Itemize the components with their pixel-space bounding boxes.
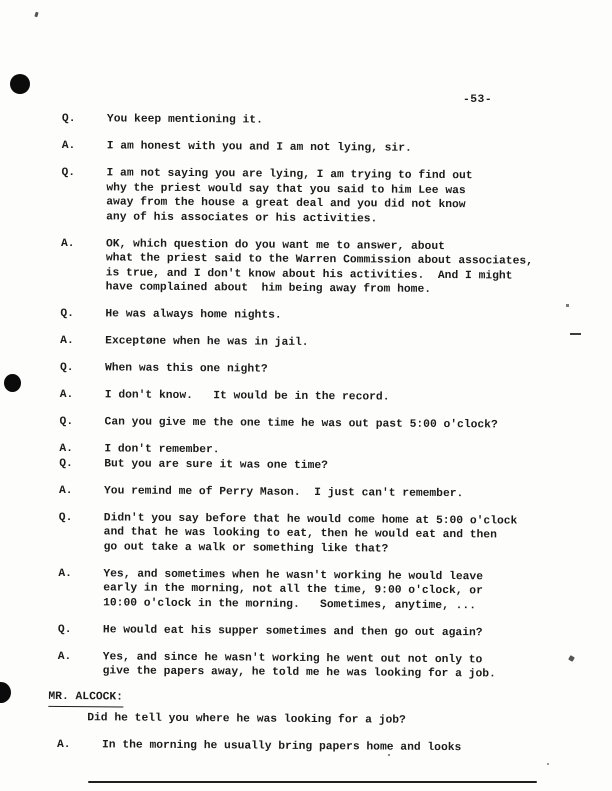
transcript-line: Exceptøne when he was in jail. <box>105 335 309 349</box>
speaker-label: Q. <box>61 112 76 126</box>
transcript-entry <box>60 388 600 407</box>
transcript-entry <box>61 236 601 298</box>
transcript-row <box>59 483 599 502</box>
transcript-line: I am not saying you are lying, I am trying to find out <box>106 167 473 183</box>
transcript-entry <box>48 690 597 730</box>
speaker-label: A. <box>56 738 71 752</box>
speaker-label: A. <box>61 139 76 153</box>
transcript-line: is true, and I don't know about his activities. And I might <box>105 266 513 283</box>
speaker-label <box>61 251 106 266</box>
speaker-label: Q. <box>57 623 72 636</box>
scan-speck <box>34 12 38 18</box>
transcript-line: Yes, and since he wasn't working he went out not only to <box>102 650 483 666</box>
transcript-entry <box>60 415 600 434</box>
transcript-line: and that he was looking to eat, then he would eat and then <box>103 526 497 542</box>
transcript-line: Did he tell you where he was looking for a job? <box>87 712 406 727</box>
transcript-row <box>60 361 600 380</box>
speaker-label <box>57 711 87 726</box>
transcript-line: You keep mentioning it. <box>106 113 263 127</box>
speaker-label: Q. <box>58 511 73 524</box>
transcript-row <box>59 456 599 475</box>
hole-punch-mark <box>0 682 11 703</box>
speaker-label <box>59 539 104 554</box>
scan-edge-line <box>88 781 537 783</box>
transcript-body <box>48 112 602 757</box>
speaker-label: Q. <box>59 457 73 470</box>
speaker-label <box>61 195 106 210</box>
page-number: -53- <box>463 94 493 106</box>
transcript-line: I don't remember. <box>104 443 220 457</box>
speaker-heading: MR. ALCOCK: <box>48 691 123 707</box>
transcript-row <box>60 388 600 407</box>
transcript-line: go out take a walk or something like that? <box>103 540 389 556</box>
transcript-entry <box>58 566 598 614</box>
transcript-line: You remind me of Perry Mason. I just can't remember. <box>103 484 464 500</box>
speaker-label <box>61 265 106 280</box>
transcript-row <box>60 307 600 326</box>
transcript-line: have complained about him being away from home. <box>105 281 432 296</box>
transcript-entry <box>58 649 598 682</box>
transcript-row <box>61 280 601 299</box>
transcript-entry <box>59 442 599 475</box>
speaker-label: A. <box>57 650 72 663</box>
transcript-line: give the papers away, he told me he was looking for a job. <box>102 665 496 681</box>
transcript-entry <box>60 361 600 380</box>
transcript-entry <box>62 139 602 158</box>
transcript-line: He would eat his supper sometimes and then go out again? <box>102 623 483 639</box>
speaker-label <box>58 581 103 596</box>
speaker-label: A. <box>58 567 72 580</box>
transcript-entry <box>61 166 601 228</box>
transcript-entry <box>62 112 602 131</box>
speaker-label: Q. <box>59 415 74 429</box>
transcript-row <box>62 112 602 131</box>
transcript-line: But you are sure it was one time? <box>104 457 328 472</box>
speaker-label: Q. <box>60 307 75 321</box>
transcript-entry <box>57 738 597 757</box>
speaker-label: Q. <box>61 166 76 180</box>
transcript-line: 10:00 o'clock in the morning. Sometimes, anytime, ... <box>103 596 477 612</box>
transcript-row <box>57 738 597 757</box>
transcript-line: any of his associates or his activities. <box>106 210 378 225</box>
speaker-label: Q. <box>59 361 74 375</box>
hole-punch-mark <box>4 374 21 392</box>
transcript-line: Didn't you say before that he would come home at 5:00 o'clock <box>103 511 518 528</box>
speaker-label <box>61 280 106 295</box>
speaker-label: A. <box>59 388 74 402</box>
transcript-row <box>61 209 601 228</box>
speaker-label <box>61 180 106 195</box>
transcript-row <box>60 415 600 434</box>
transcript-entry <box>60 334 600 353</box>
transcript-entry <box>58 622 598 641</box>
transcript-line: early in the morning, not all the time, 9:00 o'clock, or <box>103 582 483 598</box>
speaker-label <box>58 595 103 610</box>
transcript-entry <box>60 307 600 326</box>
speaker-label <box>61 209 106 224</box>
speaker-label <box>58 664 103 679</box>
transcript-line: In the morning he usually bring papers home and looks <box>101 739 462 755</box>
transcript-row <box>57 711 597 730</box>
transcript-entry <box>59 483 599 502</box>
transcript-row <box>58 595 598 614</box>
transcript-line: He was always home nights. <box>105 308 282 322</box>
transcript-row <box>58 622 598 641</box>
transcript-line: Yes, and sometimes when he wasn't working he would leave <box>103 567 484 583</box>
transcript-line: what the priest said to the Warren Commission about associates, <box>105 252 533 268</box>
speaker-label: A. <box>60 334 74 348</box>
transcript-row <box>58 664 598 683</box>
speaker-label <box>59 525 104 540</box>
transcript-line: Can you give me the one time he was out past 5:00 o'clock? <box>104 416 498 432</box>
transcript-row <box>59 539 599 558</box>
transcript-line: why the priest would say that you said to him Lee was <box>106 181 466 197</box>
transcript-line: When was this one night? <box>104 362 268 376</box>
scan-speck <box>547 763 549 765</box>
transcript-line: I am honest with you and I am not lying, sir. <box>106 140 412 155</box>
transcript-row <box>62 139 602 158</box>
hole-punch-mark <box>10 74 30 94</box>
transcript-row <box>60 334 600 353</box>
transcript-line: I don't know. It would be in the record. <box>104 389 390 404</box>
transcript-entry <box>59 510 599 558</box>
speaker-label: A. <box>58 484 73 497</box>
speaker-label: A. <box>60 237 75 250</box>
transcript-line: OK, which question do you want me to answer, about <box>105 237 445 253</box>
transcript-line: away from the house a great deal and you did not know <box>106 196 466 212</box>
speaker-label: A. <box>59 442 73 456</box>
